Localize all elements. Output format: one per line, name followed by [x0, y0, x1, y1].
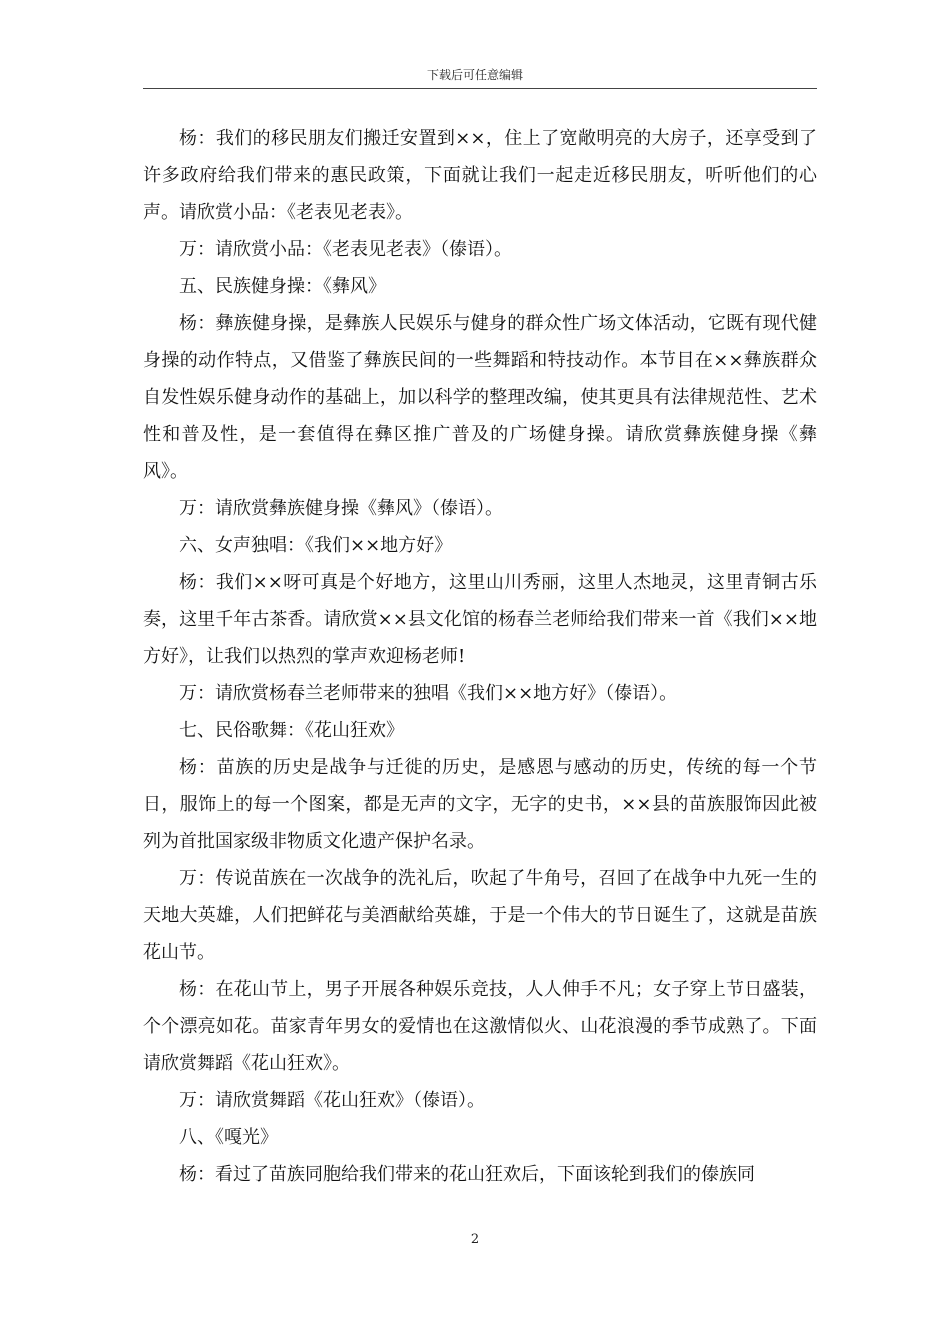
paragraph: 杨：彝族健身操，是彝族人民娱乐与健身的群众性广场文体活动，它既有现代健身操的动作特点，又借鉴了彝族民间的一些舞蹈和特技动作。本节目在××彝族群众自发性娱乐健身动作的基础上，加以科学的整理改编，使其更具有法律规范性、艺术性和普及性，是一套值得在彝区推广普及的广场健身操。请欣赏彝族健身操《彝风》。 — [143, 313, 817, 482]
paragraph: 杨：我们的移民朋友们搬迁安置到××，住上了宽敞明亮的大房子，还享受到了许多政府给我们带来的惠民政策，下面就让我们一起走近移民朋友，听听他们的心声。请欣赏小品：《老表见老表》。 — [143, 128, 817, 223]
paragraph: 杨：看过了苗族同胞给我们带来的花山狂欢后，下面该轮到我们的傣族同 — [179, 1164, 755, 1185]
section-heading: 五、民族健身操：《彝风》 — [179, 276, 386, 297]
paragraph: 万：请欣赏彝族健身操《彝风》（傣语）。 — [179, 498, 503, 519]
section-heading: 八、《嘎光》 — [179, 1127, 278, 1148]
paragraph: 杨：苗族的历史是战争与迁徙的历史，是感恩与感动的历史，传统的每一个节日，服饰上的每一个图案，都是无声的文字，无字的史书，××县的苗族服饰因此被列为首批国家级非物质文化遗产保护名录。 — [143, 757, 817, 852]
page-header: 下载后可任意编辑 — [426, 68, 523, 82]
header-divider — [143, 88, 817, 89]
section-heading: 七、民俗歌舞：《花山狂欢》 — [179, 720, 404, 741]
section-heading: 六、女声独唱：《我们××地方好》 — [179, 535, 453, 556]
paragraph: 万：请欣赏舞蹈《花山狂欢》（傣语）。 — [179, 1090, 485, 1111]
paragraph: 万：请欣赏小品：《老表见老表》（傣语）。 — [179, 239, 512, 260]
paragraph: 万：请欣赏杨春兰老师带来的独唱《我们××地方好》（傣语）。 — [179, 683, 678, 704]
page-number: 2 — [470, 1232, 480, 1247]
document-body — [143, 120, 817, 1193]
paragraph: 万：传说苗族在一次战争的洗礼后，吹起了牛角号，召回了在战争中九死一生的天地大英雄，人们把鲜花与美酒献给英雄，于是一个伟大的节日诞生了，这就是苗族花山节。 — [143, 868, 817, 963]
paragraph: 杨：我们××呀可真是个好地方，这里山川秀丽，这里人杰地灵，这里青铜古乐奏，这里千年古茶香。请欣赏××县文化馆的杨春兰老师给我们带来一首《我们××地方好》，让我们以热烈的掌声欢迎杨老师! — [143, 572, 817, 667]
paragraph: 杨：在花山节上，男子开展各种娱乐竞技，人人伸手不凡；女子穿上节日盛装，个个漂亮如花。苗家青年男女的爱情也在这激情似火、山花浪漫的季节成熟了。下面请欣赏舞蹈《花山狂欢》。 — [143, 979, 817, 1074]
